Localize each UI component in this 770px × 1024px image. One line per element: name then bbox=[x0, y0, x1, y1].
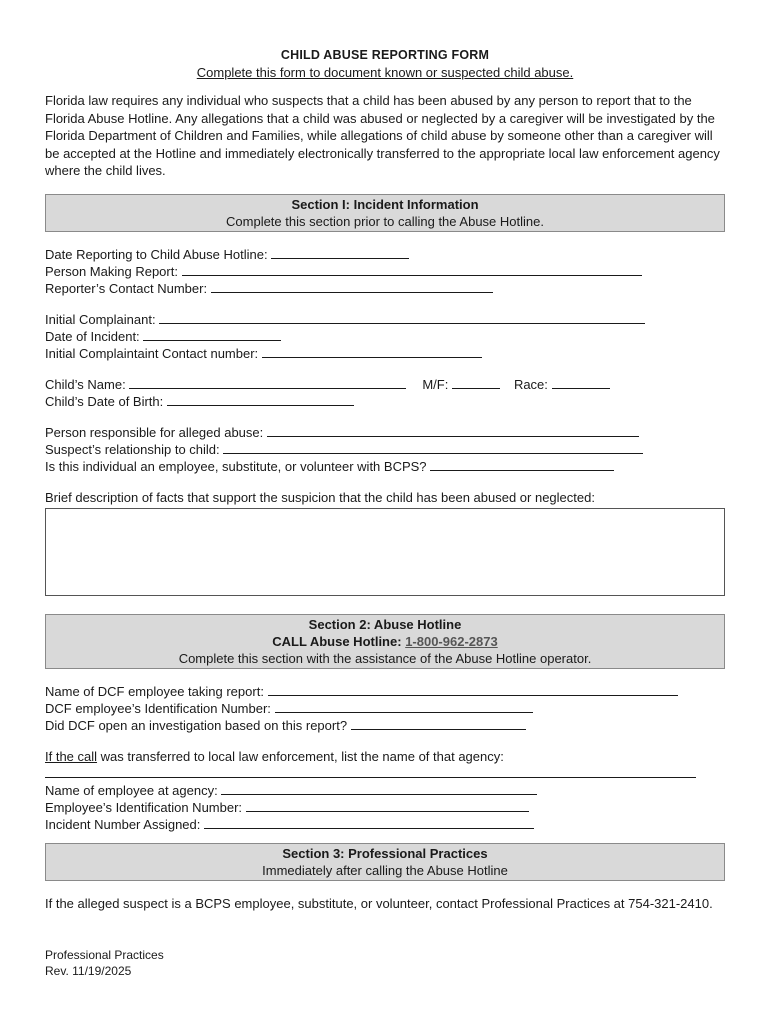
transfer-label: was transferred to local law enforcement, list the name of that agency: bbox=[97, 748, 504, 764]
suspect-relationship-field[interactable] bbox=[223, 441, 643, 454]
dcf-investigation-field[interactable] bbox=[351, 717, 526, 730]
description-group bbox=[45, 489, 725, 596]
footer bbox=[45, 947, 164, 979]
person-making-report-label: Person Making Report: bbox=[45, 263, 178, 279]
initial-contact-field[interactable] bbox=[262, 345, 482, 358]
reporter-contact-label: Reporter’s Contact Number: bbox=[45, 280, 208, 296]
dcf-name-label: Name of DCF employee taking report: bbox=[45, 683, 264, 699]
section-3-subheading: Immediately after calling the Abuse Hotline bbox=[262, 862, 508, 878]
suspect-group bbox=[45, 424, 725, 475]
section-3-heading: Section 3: Professional Practices bbox=[282, 845, 488, 861]
hotline-phone-link[interactable]: 1-800-962-2873 bbox=[405, 633, 498, 649]
initial-complainant-field[interactable] bbox=[159, 311, 645, 324]
initial-contact-label: Initial Complaintaint Contact number: bbox=[45, 345, 259, 361]
childs-name-field[interactable] bbox=[129, 376, 406, 389]
mf-label: M/F: bbox=[422, 376, 449, 392]
mf-field[interactable] bbox=[452, 376, 500, 389]
employee-id-label: Employee’s Identification Number: bbox=[45, 799, 243, 815]
brief-description-box[interactable] bbox=[45, 508, 725, 596]
section-2-subheading: Complete this section with the assistance of the Abuse Hotline operator. bbox=[178, 650, 592, 666]
employee-id-field[interactable] bbox=[246, 799, 529, 812]
form-title: CHILD ABUSE REPORTING FORM bbox=[280, 48, 490, 62]
footer-dept: Professional Practices bbox=[45, 948, 164, 962]
dcf-group bbox=[45, 683, 725, 734]
employee-question-label: Is this individual an employee, substitute, or volunteer with BCPS? bbox=[45, 458, 427, 474]
agency-group bbox=[45, 748, 725, 833]
race-label: Race: bbox=[513, 376, 548, 392]
call-hotline-label: CALL Abuse Hotline: bbox=[272, 633, 402, 649]
date-reporting-label: Date Reporting to Child Abuse Hotline: bbox=[45, 246, 268, 262]
section-3-header bbox=[45, 843, 725, 881]
brief-description-label: Brief description of facts that support the suspicion that the child has been abused or neglected: bbox=[45, 489, 595, 505]
childs-dob-label: Child’s Date of Birth: bbox=[45, 393, 164, 409]
suspect-relationship-label: Suspect’s relationship to child: bbox=[45, 441, 220, 457]
section-2-header bbox=[45, 614, 725, 669]
transfer-prefix: If the call bbox=[45, 748, 98, 764]
child-group bbox=[45, 376, 725, 410]
date-reporting-field[interactable] bbox=[271, 246, 409, 259]
section-2-heading: Section 2: Abuse Hotline bbox=[308, 616, 462, 632]
date-of-incident-label: Date of Incident: bbox=[45, 328, 140, 344]
dcf-name-field[interactable] bbox=[268, 683, 678, 696]
person-responsible-label: Person responsible for alleged abuse: bbox=[45, 424, 264, 440]
agency-name-field[interactable] bbox=[45, 765, 696, 778]
section-3-body: If the alleged suspect is a BCPS employee, substitute, or volunteer, contact Professional Practices at 754-321-2410. bbox=[45, 895, 713, 911]
footer-revision: Rev. 11/19/2025 bbox=[45, 964, 132, 978]
incident-number-field[interactable] bbox=[204, 816, 534, 829]
agency-employee-field[interactable] bbox=[221, 782, 537, 795]
section-1-subheading: Complete this section prior to calling the Abuse Hotline. bbox=[226, 213, 544, 229]
person-making-report-field[interactable] bbox=[182, 263, 642, 276]
form-subtitle: Complete this form to document known or suspected child abuse. bbox=[196, 65, 574, 80]
incident-number-label: Incident Number Assigned: bbox=[45, 816, 201, 832]
reporter-group bbox=[45, 246, 725, 297]
form-page bbox=[45, 48, 725, 912]
dcf-id-label: DCF employee’s Identification Number: bbox=[45, 700, 271, 716]
intro-paragraph: Florida law requires any individual who suspects that a child has been abused by any person to report that to the Florida Abuse Hotline. Any allegations that a child was abused or neglected by a caregiver will be investigated by the Florida Department of Children and Families, while allegations of child abuse by someone other than a caregiver will be accepted at the Hotline and immediately electronically transferred to the appropriate local law enforcement agency where the child lives. bbox=[45, 93, 720, 178]
childs-dob-field[interactable] bbox=[167, 393, 354, 406]
date-of-incident-field[interactable] bbox=[143, 328, 281, 341]
reporter-contact-field[interactable] bbox=[211, 280, 493, 293]
person-responsible-field[interactable] bbox=[267, 424, 639, 437]
section-1-heading: Section I: Incident Information bbox=[291, 196, 479, 212]
agency-employee-label: Name of employee at agency: bbox=[45, 782, 218, 798]
initial-complainant-label: Initial Complainant: bbox=[45, 311, 156, 327]
dcf-investigation-label: Did DCF open an investigation based on this report? bbox=[45, 717, 348, 733]
complainant-group bbox=[45, 311, 725, 362]
race-field[interactable] bbox=[552, 376, 610, 389]
dcf-id-field[interactable] bbox=[275, 700, 533, 713]
childs-name-label: Child’s Name: bbox=[45, 376, 126, 392]
employee-question-field[interactable] bbox=[430, 458, 614, 471]
section-1-header bbox=[45, 194, 725, 232]
